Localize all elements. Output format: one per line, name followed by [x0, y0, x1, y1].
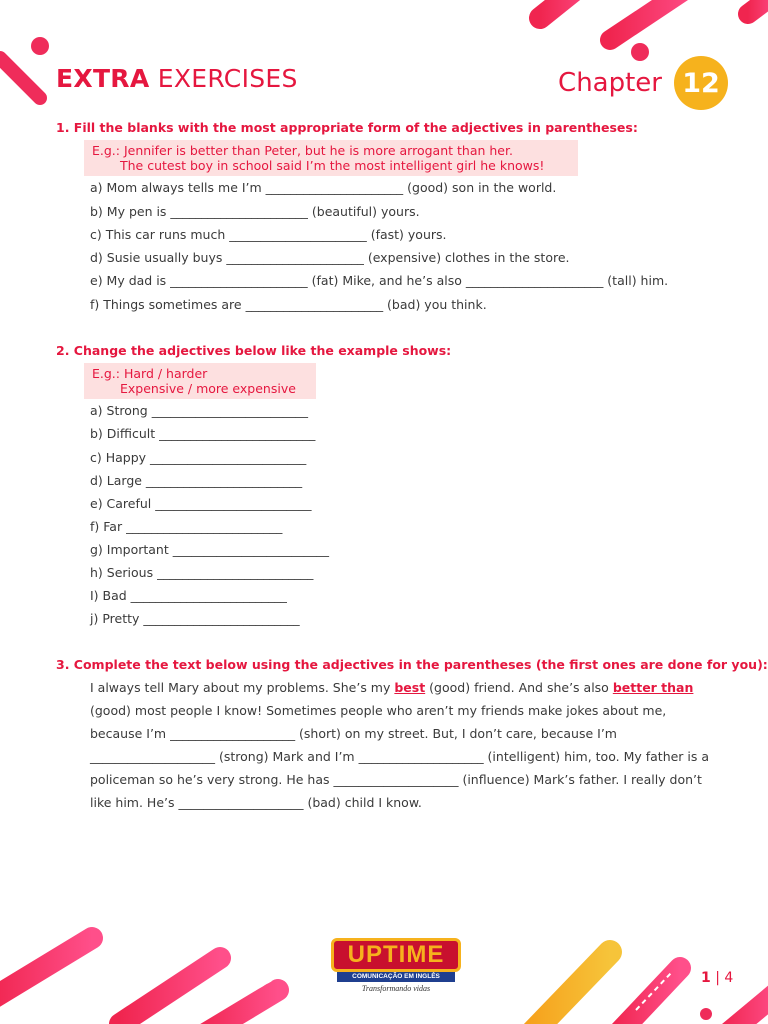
text-run: I always tell Mary about my problems. She’s my	[90, 680, 395, 695]
exercise-item: c) Happy _________________________	[90, 450, 307, 465]
section1-example	[84, 140, 578, 176]
chapter-indicator	[558, 56, 728, 110]
logo-main: UPTIME	[331, 938, 461, 972]
example-line: E.g.: Jennifer is better than Peter, but he is more arrogant than her.	[92, 143, 513, 158]
exercise-item: d) Large _________________________	[90, 473, 303, 488]
exercise-item: h) Serious _________________________	[90, 565, 314, 580]
example-line: Expensive / more expensive	[120, 381, 296, 396]
exercise-item: c) This car runs much ______________________ (fast) yours.	[90, 227, 447, 242]
page-number	[701, 970, 733, 986]
exercise-item: b) My pen is ______________________ (beautiful) yours.	[90, 204, 420, 219]
chapter-label: Chapter	[558, 68, 662, 98]
logo-tagline: Transformando vidas	[361, 984, 431, 993]
exercise-item: d) Susie usually buys ______________________ (expensive) clothes in the store.	[90, 250, 570, 265]
title-rest: EXERCISES	[157, 64, 298, 93]
page-total: 4	[724, 970, 734, 986]
exercise-item: g) Important _________________________	[90, 542, 329, 557]
chapter-number-badge: 12	[674, 56, 728, 110]
title-bold: EXTRA	[56, 64, 150, 93]
section2-example	[84, 363, 316, 399]
page-current: 1	[701, 970, 711, 986]
uptime-logo	[331, 938, 461, 993]
section3-paragraph	[90, 676, 710, 814]
exercise-item: a) Strong _________________________	[90, 403, 308, 418]
exercise-item: b) Difficult _________________________	[90, 426, 316, 441]
logo-subtitle: COMUNICAÇÃO EM INGLÊS	[337, 972, 455, 982]
page-title	[56, 64, 298, 93]
exercise-item: a) Mom always tells me I’m ______________________ (good) son in the world.	[90, 180, 557, 195]
section2-title: 2. Change the adjectives below like the example shows:	[56, 343, 452, 358]
exercise-item: e) My dad is ______________________ (fat) Mike, and he’s also ______________________ (tall) him.	[90, 273, 669, 288]
example-line: E.g.: Hard / harder	[92, 366, 208, 381]
page-separator: |	[710, 970, 725, 986]
exercise-item: j) Pretty _________________________	[90, 611, 300, 626]
exercise-item: I) Bad _________________________	[90, 588, 287, 603]
answer-better-than: better than	[612, 680, 694, 695]
text-run: (good) most people I know! Sometimes people who aren’t my friends make jokes about me, because I’m ____________________ (short) on my street. But, I don’t care, because I’m ____________________ (strong) Mark and I’m ____________________ (intelligent) him, too. My father is a policeman so he’s very strong. He has ____________________ (influence) Mark’s father. I really don’t like him. He’s ____________________ (bad) child I know.	[90, 703, 710, 810]
exercise-item: f) Things sometimes are ______________________ (bad) you think.	[90, 297, 487, 312]
text-run: (good) friend. And she’s also	[425, 680, 613, 695]
answer-best: best	[394, 680, 426, 695]
section1-title: 1. Fill the blanks with the most appropriate form of the adjectives in parentheses:	[56, 120, 638, 135]
section3-title: 3. Complete the text below using the adjectives in the parentheses (the first ones are done for you):	[56, 657, 768, 672]
exercise-item: e) Careful _________________________	[90, 496, 312, 511]
exercise-item: f) Far _________________________	[90, 519, 283, 534]
example-line: The cutest boy in school said I’m the most intelligent girl he knows!	[120, 158, 545, 173]
